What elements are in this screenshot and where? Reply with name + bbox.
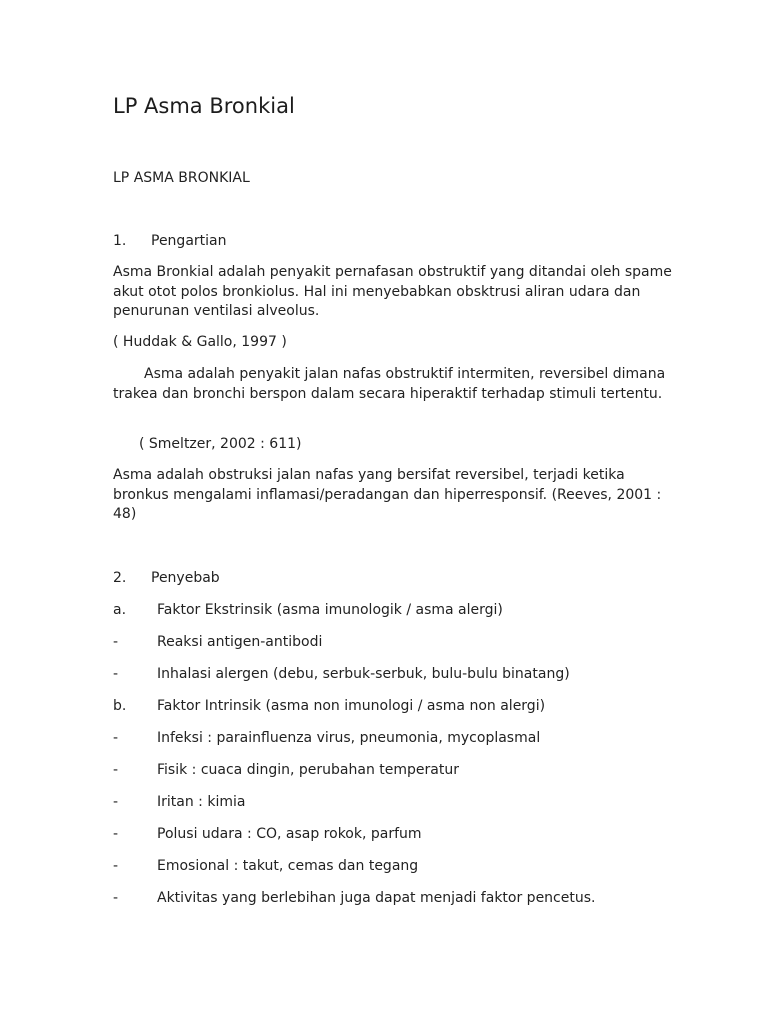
section-1-heading: Pengartian <box>151 233 227 249</box>
list-item: Aktivitas yang berlebihan juga dapat menjadi faktor pencetus. <box>157 890 596 906</box>
list-item: Reaksi antigen-antibodi <box>157 634 323 650</box>
document-title: LP Asma Bronkial <box>113 94 295 118</box>
list-item: Inhalasi alergen (debu, serbuk-serbuk, bulu-bulu binatang) <box>157 666 570 682</box>
list-item: Infeksi : parainfluenza virus, pneumonia, mycoplasmal <box>157 730 541 746</box>
list-item: Emosional : takut, cemas dan tegang <box>157 858 419 874</box>
list-item-marker: b. <box>113 698 127 714</box>
list-item: Faktor Intrinsik (asma non imunologi / asma non alergi) <box>157 698 546 714</box>
section-2-number: 2. <box>113 570 127 586</box>
section-2-heading: Penyebab <box>151 570 220 586</box>
list-item-marker: - <box>113 634 119 650</box>
definition-paragraph-2: Asma adalah penyakit jalan nafas obstruktif intermiten, reversibel dimana trakea dan bronchi berspon dalam secara hiperaktif terhadap stimuli tertentu. <box>113 366 666 402</box>
list-item-marker: a. <box>113 602 127 618</box>
citation-1: ( Huddak & Gallo, 1997 ) <box>113 334 287 350</box>
list-item: Polusi udara : CO, asap rokok, parfum <box>157 826 422 842</box>
list-item-marker: - <box>113 890 119 906</box>
list-item-marker: - <box>113 730 119 746</box>
list-item-marker: - <box>113 666 119 682</box>
definition-paragraph-1: Asma Bronkial adalah penyakit pernafasan obstruktif yang ditandai oleh spame akut otot polos bronkiolus. Hal ini menyebabkan obsktrusi aliran udara dan penurunan ventilasi alveolus. <box>113 264 672 319</box>
definition-paragraph-3: Asma adalah obstruksi jalan nafas yang bersifat reversibel, terjadi ketika bronkus mengalami inflamasi/peradangan dan hiperresponsif. (Reeves, 2001 : 48) <box>113 467 662 522</box>
section-1-number: 1. <box>113 233 127 249</box>
list-item: Fisik : cuaca dingin, perubahan temperatur <box>157 762 459 778</box>
list-item: Faktor Ekstrinsik (asma imunologik / asma alergi) <box>157 602 503 618</box>
document-subtitle: LP ASMA BRONKIAL <box>113 170 250 186</box>
list-item-marker: - <box>113 794 119 810</box>
list-item-marker: - <box>113 826 119 842</box>
list-item-marker: - <box>113 762 119 778</box>
list-item: Iritan : kimia <box>157 794 246 810</box>
list-item-marker: - <box>113 858 119 874</box>
citation-2: ( Smeltzer, 2002 : 611) <box>139 436 302 452</box>
